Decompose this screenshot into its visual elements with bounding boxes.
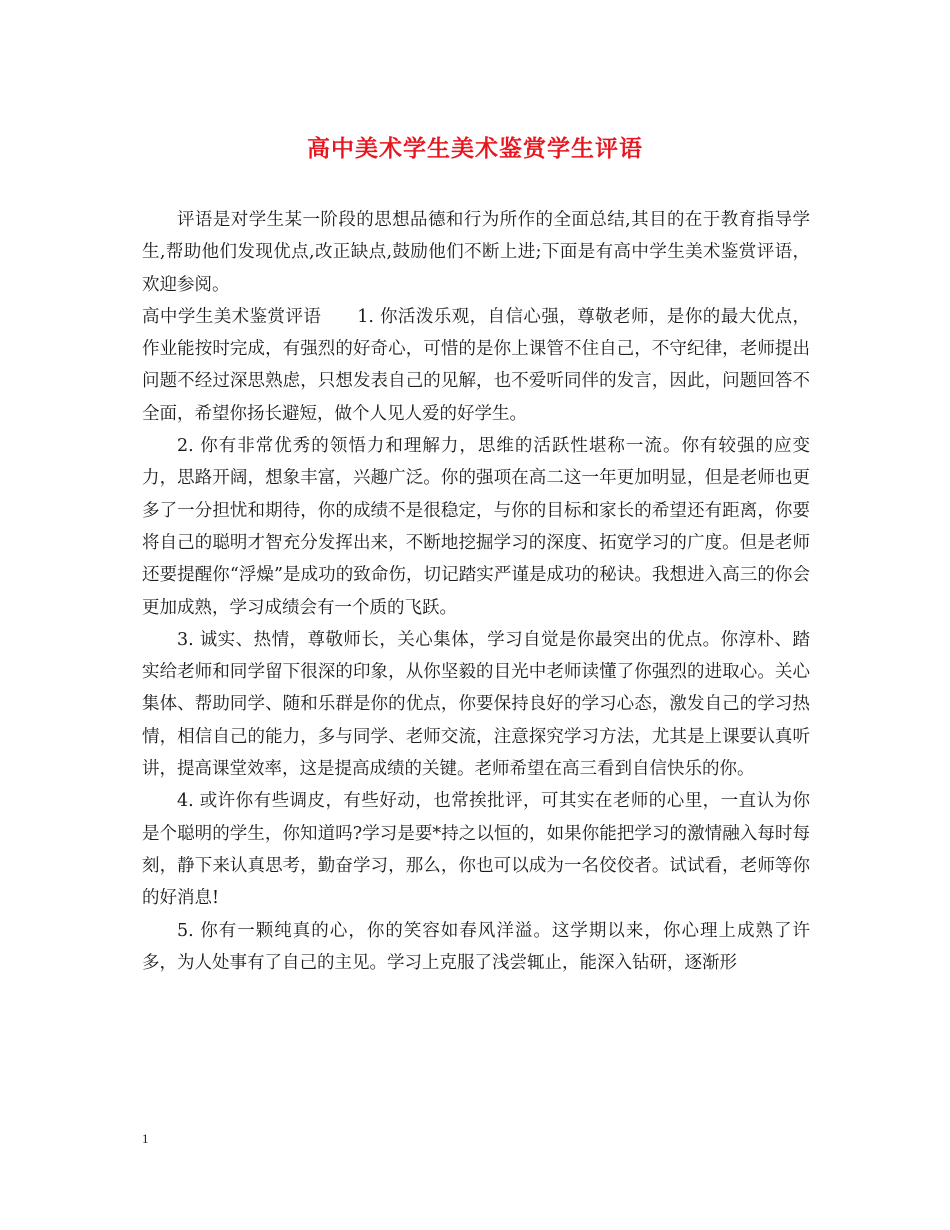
page-number: 1 (142, 1131, 149, 1146)
document-title: 高中美术学生美术鉴赏学生评语 (307, 135, 643, 162)
comment-paragraph-1: 高中学生美术鉴赏评语 1. 你活泼乐观，自信心强，尊敬老师，是你的最大优点，作业能按时完成，有强烈的好奇心，可惜的是你上课管不住自己，不守纪律，老师提出问题不经过深思熟虑，只想发表自己的见解，也不爱听同伴的发言，因此，问题回答不全面，希望你扬长避短，做个人见人爱的好学生。 (142, 306, 810, 424)
comment-paragraph-5: 5. 你有一颗纯真的心，你的笑容如春风洋溢。这学期以来，你心理上成熟了许多，为人处事有了自己的主见。学习上克服了浅尝辄止，能深入钻研，逐渐形 (142, 920, 810, 973)
comment-paragraph-4: 4. 或许你有些调皮，有些好动，也常挨批评，可其实在老师的心里，一直认为你是个聪明的学生，你知道吗?学习是要*持之以恒的，如果你能把学习的激情融入每时每刻，静下来认真思考，勤奋学习，那么，你也可以成为一名佼佼者。试试看，老师等你的好消息! (142, 791, 810, 909)
comment-paragraph-2: 2. 你有非常优秀的领悟力和理解力，思维的活跃性堪称一流。你有较强的应变力，思路开阔，想象丰富，兴趣广泛。你的强项在高二这一年更加明显，但是老师也更多了一分担忧和期待，你的成绩不是很稳定，与你的目标和家长的希望还有距离，你要将自己的聪明才智充分发挥出来，不断地挖掘学习的深度、拓宽学习的广度。但是老师还要提醒你“浮燥”是成功的致命伤，切记踏实严谨是成功的秘诀。我想进入高三的你会更加成熟，学习成绩会有一个质的飞跃。 (142, 436, 810, 618)
intro-paragraph: 评语是对学生某一阶段的思想品德和行为所作的全面总结,其目的在于教育指导学生,帮助他们发现优点,改正缺点,鼓励他们不断上进;下面是有高中学生美术鉴赏评语，欢迎参阅。 (142, 210, 810, 295)
document-body (142, 204, 810, 979)
comment-paragraph-3: 3. 诚实、热情，尊敬师长，关心集体，学习自觉是你最突出的优点。你淳朴、踏实给老师和同学留下很深的印象，从你坚毅的目光中老师读懂了你强烈的进取心。关心集体、帮助同学、随和乐群是你的优点，你要保持良好的学习心态，激发自己的学习热情，相信自己的能力，多与同学、老师交流，注意探究学习方法，尤其是上课要认真听讲，提高课堂效率，这是提高成绩的关键。老师希望在高三看到自信快乐的你。 (142, 629, 810, 780)
